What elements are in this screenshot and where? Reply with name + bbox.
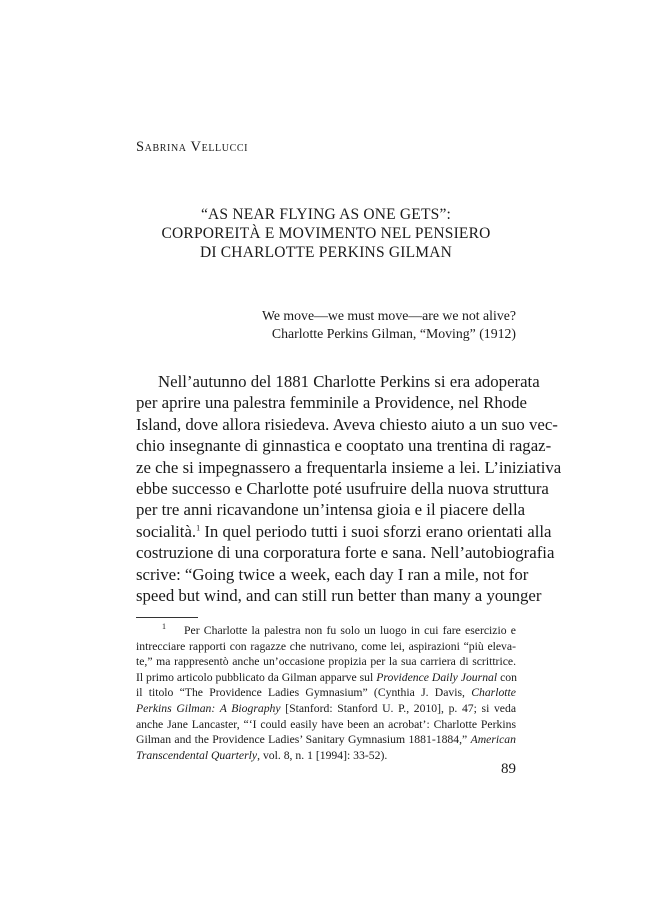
footnote	[136, 623, 516, 763]
body-line: scrive: “Going twice a week, each day I ran a mile, not for	[136, 564, 529, 584]
body-line: per aprire una palestra femminile a Providence, nel Rhode	[136, 393, 527, 413]
body-text-segment: socialità.	[136, 521, 197, 541]
footnote-text: con	[497, 670, 517, 684]
body-line-with-note	[136, 521, 552, 542]
footnote-text: Per Charlotte la palestra non fu solo un luogo in cui fare esercizio e	[184, 624, 516, 637]
epigraph-attribution: Charlotte Perkins Gilman, “Moving” (1912)	[271, 325, 516, 341]
footnote-separator	[136, 617, 198, 618]
running-head-author: Sabrina Vellucci	[136, 139, 249, 155]
body-line: per tre anni ricavandone un’intensa gioia e il piacere della	[136, 500, 526, 520]
footnote-line: intrecciare rapporti con ragazze che nutrivano, come lei, aspirazioni “più eleva-	[136, 639, 516, 653]
journal-title: Providence Daily Journal	[376, 670, 498, 684]
footnote-text: il titolo “The Providence Ladies Gymnasium” (Cynthia J. Davis,	[136, 686, 472, 700]
footnote-line: te,” ma rappresentò anche un’occasione propizia per la sua carriera di scrittrice.	[136, 655, 516, 669]
page-number: 89	[501, 761, 516, 777]
epigraph-quote: We move—we must move—are we not alive?	[261, 308, 516, 323]
book-title: Charlotte	[471, 686, 516, 700]
body-line: costruzione di una corporatura forte e sana. Nell’autobiografia	[136, 543, 555, 563]
footnote-line	[136, 685, 516, 701]
body-line: Island, dove allora risiedeva. Aveva chiesto aiuto a un suo vec-	[136, 414, 558, 434]
body-line: speed but wind, and can still run better than many a younger	[136, 585, 542, 605]
title-line-1: “AS NEAR FLYING AS ONE GETS”:	[200, 206, 452, 223]
chapter-title	[136, 205, 516, 262]
footnote-text: Il primo articolo pubblicato da Gilman apparve sul	[136, 670, 377, 684]
footnote-line	[136, 623, 516, 639]
book-title: Perkins Gilman: A Biography	[136, 701, 281, 715]
footnote-line: anche Jane Lancaster, “‘I could easily have been an acrobat’: Charlotte Perkins	[136, 717, 516, 731]
footnote-line	[136, 701, 516, 717]
footnote-text: [Stanford: Stanford U. P., 2010], p. 47; si veda	[280, 701, 517, 715]
footnote-reference[interactable]: 1	[196, 523, 201, 533]
footnote-text: , vol. 8, n. 1 [1994]: 33-52).	[257, 748, 388, 762]
body-paragraph	[136, 371, 562, 606]
journal-title: Transcendental Quarterly	[136, 748, 258, 762]
footnote-line	[136, 670, 516, 686]
journal-title: American	[470, 733, 516, 747]
footnote-marker: 1	[162, 622, 166, 632]
body-line: chio insegnante di ginnastica e cooptato una trentina di ragaz-	[136, 436, 552, 456]
body-line: ze che si impegnassero a frequentarla insieme a lei. L’iniziativa	[136, 457, 562, 477]
footnote-line	[136, 732, 516, 748]
footnote-text: Gilman and the Providence Ladies’ Sanitary Gymnasium 1881-1884,”	[136, 733, 471, 747]
epigraph	[262, 307, 516, 342]
footnote-line	[136, 748, 516, 764]
title-line-3: DI CHARLOTTE PERKINS GILMAN	[199, 244, 453, 261]
body-line: Nell’autunno del 1881 Charlotte Perkins si era adoperata	[158, 372, 540, 391]
body-text-segment: In quel periodo tutti i suoi sforzi erano orientati alla	[200, 521, 552, 541]
body-line: ebbe successo e Charlotte poté usufruire della nuova struttura	[136, 478, 549, 498]
title-line-2: CORPOREITÀ E MOVIMENTO NEL PENSIERO	[161, 225, 491, 242]
